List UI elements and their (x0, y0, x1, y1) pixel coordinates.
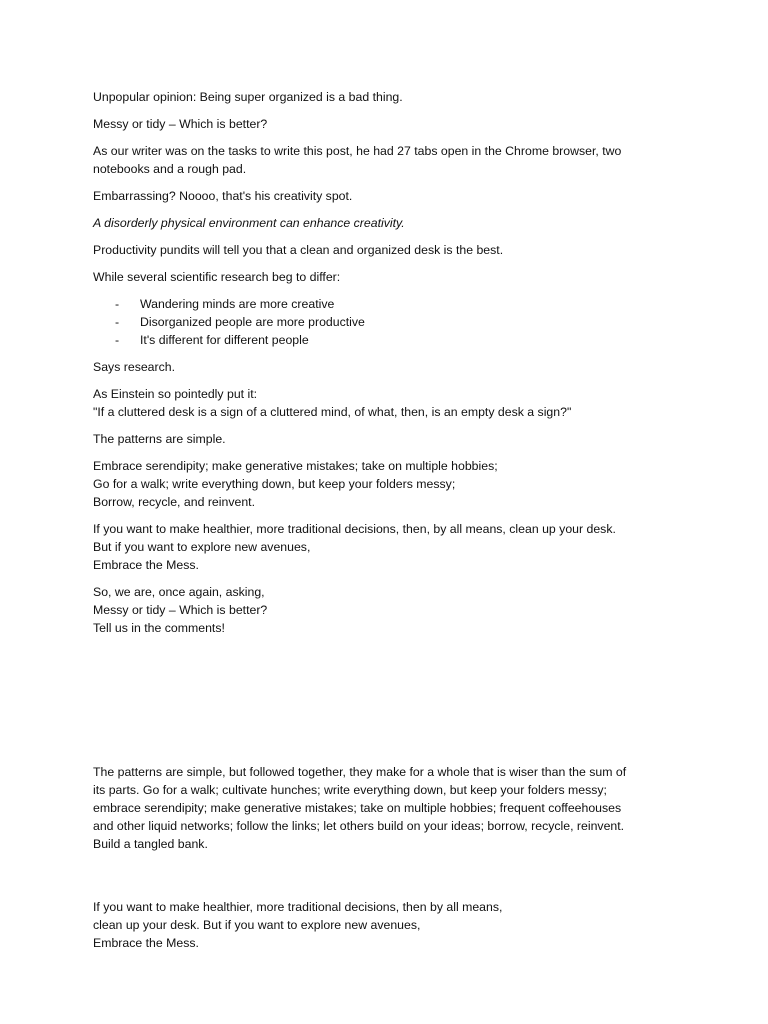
says-research-paragraph: Says research. (93, 360, 176, 374)
list-item (115, 331, 708, 349)
patterns-long-line: and other liquid networks; follow the links; let others build on your ideas; borrow, recycle, reinvent. (93, 819, 625, 833)
research-intro-paragraph: While several scientific research beg to differ: (93, 270, 341, 284)
list-item-text: Disorganized people are more productive (140, 315, 365, 329)
healthier-long-line: clean up your desk. But if you want to explore new avenues, (93, 918, 421, 932)
healthier-long-line: If you want to make healthier, more traditional decisions, then by all means, (93, 900, 503, 914)
bullet-dash: - (115, 315, 120, 329)
einstein-intro-line: As Einstein so pointedly put it: (93, 387, 258, 401)
healthier-line: If you want to make healthier, more traditional decisions, then, by all means, clean up your desk. (93, 522, 616, 536)
thesis-italic-paragraph: A disorderly physical environment can enhance creativity. (93, 216, 405, 230)
patterns-line: Borrow, recycle, and reinvent. (93, 495, 255, 509)
healthier-long-paragraph (93, 898, 708, 952)
question-paragraph: Messy or tidy – Which is better? (93, 117, 268, 131)
list-item (115, 295, 708, 313)
healthier-short-paragraph (93, 520, 708, 574)
blank-space (93, 646, 708, 763)
einstein-paragraph (93, 385, 708, 421)
pundits-paragraph: Productivity pundits will tell you that a clean and organized desk is the best. (93, 243, 504, 257)
embarrassing-paragraph: Embarrassing? Noooo, that's his creativity spot. (93, 189, 353, 203)
patterns-long-paragraph (93, 763, 708, 853)
healthier-long-line: Embrace the Mess. (93, 936, 199, 950)
research-bullet-list (93, 295, 708, 349)
patterns-simple-paragraph: The patterns are simple. (93, 432, 226, 446)
closing-line: Messy or tidy – Which is better? (93, 603, 268, 617)
bullet-dash: - (115, 333, 120, 347)
closing-line: Tell us in the comments! (93, 621, 225, 635)
patterns-long-line: embrace serendipity; make generative mistakes; take on multiple hobbies; frequent coffeehouses (93, 801, 622, 815)
patterns-long-line: The patterns are simple, but followed together, they make for a whole that is wiser than the sum of (93, 765, 627, 779)
closing-line: So, we are, once again, asking, (93, 585, 265, 599)
opening-paragraph: Unpopular opinion: Being super organized is a bad thing. (93, 90, 403, 104)
list-item (115, 313, 708, 331)
patterns-list-paragraph (93, 457, 708, 511)
list-item-text: Wandering minds are more creative (140, 297, 335, 311)
anecdote-line: notebooks and a rough pad. (93, 162, 247, 176)
anecdote-line: As our writer was on the tasks to write this post, he had 27 tabs open in the Chrome browser, two (93, 144, 622, 158)
einstein-quote-line: "If a cluttered desk is a sign of a cluttered mind, of what, then, is an empty desk a sign?" (93, 405, 572, 419)
list-item-text: It's different for different people (140, 333, 309, 347)
anecdote-paragraph (93, 142, 708, 178)
healthier-line: Embrace the Mess. (93, 558, 199, 572)
patterns-long-line: Build a tangled bank. (93, 837, 208, 851)
healthier-line: But if you want to explore new avenues, (93, 540, 311, 554)
closing-paragraph (93, 583, 708, 637)
patterns-line: Embrace serendipity; make generative mistakes; take on multiple hobbies; (93, 459, 498, 473)
bullet-dash: - (115, 297, 120, 311)
patterns-line: Go for a walk; write everything down, but keep your folders messy; (93, 477, 456, 491)
patterns-long-line: its parts. Go for a walk; cultivate hunches; write everything down, but keep your folders messy; (93, 783, 607, 797)
blank-space (93, 862, 708, 898)
